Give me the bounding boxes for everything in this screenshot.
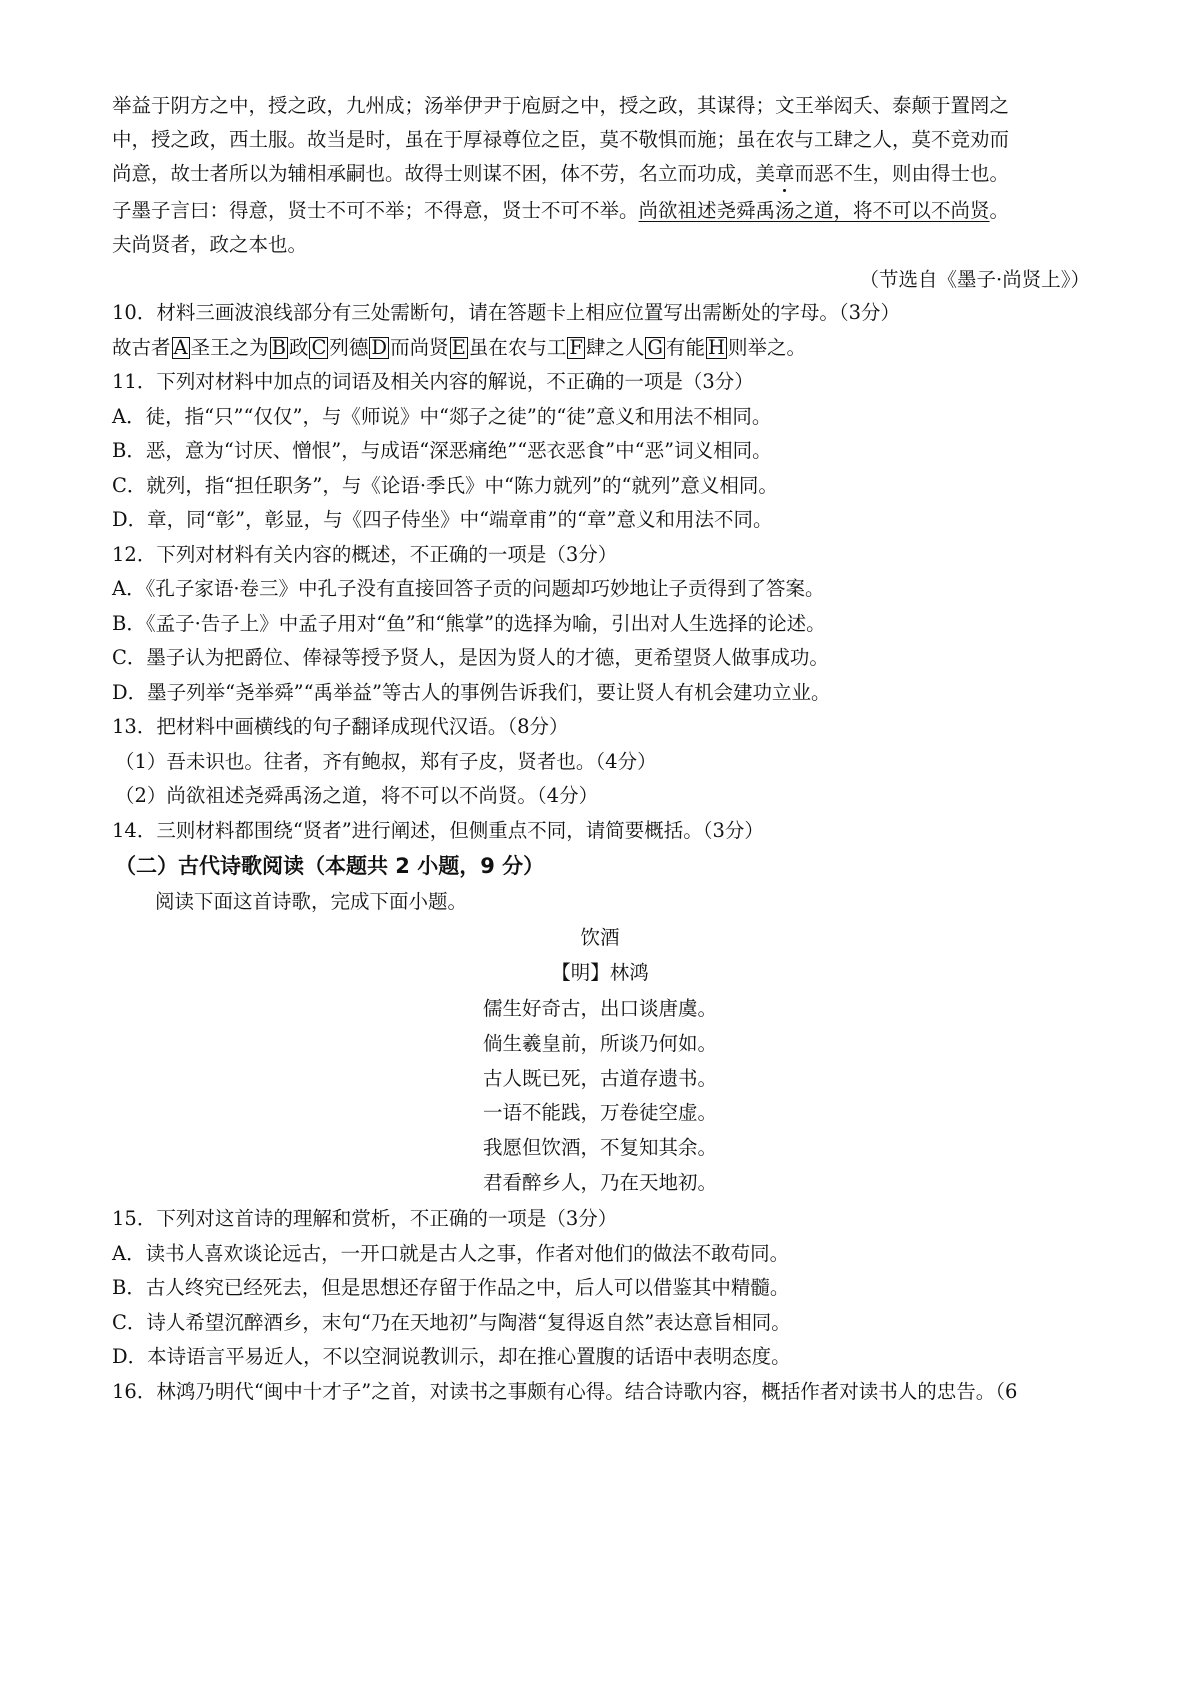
- break-box-c: C: [311, 336, 327, 359]
- dotted-char: 章: [775, 162, 795, 185]
- q10-sentence: 故古者 A 圣王之为 B 政 C 列德 D 而尚贤 E 虽在农与工 F 肆之人 G 有能 H 则举之。: [112, 336, 807, 359]
- poem-title: 饮酒: [580, 928, 620, 949]
- q13-sentence-2: （2）尚欲祖述尧舜禹汤之道，将不可以不尚贤。（4分）: [115, 784, 599, 807]
- q14-stem: 14．三则材料都围绕“贤者”进行阐述，但侧重点不同，请简要概括。（3分）: [112, 819, 764, 842]
- q13-stem: 13．把材料中画横线的句子翻译成现代汉语。（8分）: [112, 715, 569, 738]
- q12-option-a: A．《孔子家语·卷三》中孔子没有直接回答子贡的问题却巧妙地让子贡得到了答案。: [112, 577, 825, 600]
- q11-option-d: D．章，同“彰”，彰显，与《四子侍坐》中“端章甫”的“章”意义和用法不同。: [112, 508, 773, 531]
- section-intro: 阅读下面这首诗歌，完成下面小题。: [155, 890, 468, 913]
- q11-option-c: C．就列，指“担任职务”，与《论语·季氏》中“陈力就列”的“就列”意义相同。: [112, 474, 778, 497]
- break-box-g: G: [647, 336, 663, 359]
- section-heading: （二）古代诗歌阅读（本题共 2 小题，9 分）: [115, 854, 545, 878]
- poem-author: 【明】林鸿: [551, 963, 649, 984]
- poem-line: 古人既已死，古道存遗书。: [482, 1069, 717, 1090]
- q15-option-b: B．古人终究已经死去，但是思想还存留于作品之中，后人可以借鉴其中精髓。: [112, 1276, 790, 1299]
- q12-stem: 12．下列对材料有关内容的概述，不正确的一项是（3分）: [112, 543, 618, 566]
- q10-stem: 10．材料三画波浪线部分有三处需断句，请在答题卡上相应位置写出需断处的字母。（3分）: [112, 301, 900, 324]
- q12-option-c: C．墨子认为把爵位、俸禄等授予贤人，是因为贤人的才德，更希望贤人做事成功。: [112, 646, 829, 669]
- passage-source: （节选自《墨子·尚贤上》）: [859, 268, 1090, 291]
- break-box-f: F: [569, 336, 583, 359]
- passage-line-2: 中，授之政，西土服。故当是时，虽在于厚禄尊位之臣，莫不敬惧而施；虽在农与工肆之人，莫不竞劝而: [112, 128, 1010, 151]
- poem-line: 一语不能践，万卷徒空虚。: [482, 1103, 717, 1124]
- q15-option-d: D．本诗语言平易近人，不以空洞说教训示，却在推心置腹的话语中表明态度。: [112, 1345, 791, 1368]
- break-box-d: D: [371, 336, 388, 359]
- q11-option-b: B．恶，意为“讨厌、憎恨”，与成语“深恶痛绝”“恶衣恶食”中“恶”词义相同。: [112, 439, 772, 462]
- break-box-b: B: [271, 336, 286, 359]
- underlined-sentence: 尚欲祖述尧舜禹汤之道，将不可以不尚贤: [638, 199, 990, 222]
- poem-line: 倘生羲皇前，所谈乃何如。: [482, 1034, 717, 1055]
- q15-option-a: A．读书人喜欢谈论远古，一开口就是古人之事，作者对他们的做法不敢苟同。: [112, 1242, 790, 1265]
- q15-option-c: C．诗人希望沉醉酒乡，末句“乃在天地初”与陶潜“复得返自然”表达意旨相同。: [112, 1311, 791, 1334]
- poem-line: 儒生好奇古，出口谈唐虞。: [482, 999, 717, 1020]
- break-box-e: E: [451, 336, 466, 359]
- break-box-a: A: [173, 336, 188, 359]
- poem-line: 我愿但饮酒，不复知其余。: [482, 1138, 717, 1159]
- q11-option-a: A．徒，指“只”“仅仅”，与《师说》中“郯子之徒”的“徒”意义和用法不相同。: [112, 405, 772, 428]
- passage-line-4: 子墨子言曰：得意，贤士不可不举；不得意，贤士不可不举。尚欲祖述尧舜禹汤之道，将不可以不尚贤。: [112, 199, 1010, 222]
- q12-option-b: B．《孟子·告子上》中孟子用对“鱼”和“熊掌”的选择为喻，引出对人生选择的论述。: [112, 612, 826, 635]
- q15-stem: 15．下列对这首诗的理解和赏析，不正确的一项是（3分）: [112, 1207, 618, 1230]
- passage-line-3: 尚意，故士者所以为辅相承嗣也。故得士则谋不困，体不劳，名立而功成，美章而恶不生，则由得士也。: [112, 162, 1010, 185]
- passage-line-5: 夫尚贤者，政之本也。: [112, 233, 308, 256]
- q16-stem: 16．林鸿乃明代“闽中十才子”之首，对读书之事颇有心得。结合诗歌内容，概括作者对读书人的忠告。（6: [112, 1380, 1018, 1403]
- passage-line-1: 举益于阴方之中，授之政，九州成；汤举伊尹于庖厨之中，授之政，其谋得；文王举闳夭、泰颠于置罔之: [112, 94, 1010, 117]
- q12-option-d: D．墨子列举“尧举舜”“禹举益”等古人的事例告诉我们，要让贤人有机会建功立业。: [112, 681, 831, 704]
- q11-stem: 11．下列对材料中加点的词语及相关内容的解说，不正确的一项是（3分）: [112, 370, 754, 393]
- poem-line: 君看醉乡人，乃在天地初。: [482, 1173, 717, 1194]
- q13-sentence-1: （1）吾未识也。往者，齐有鲍叔，郑有子皮，贤者也。（4分）: [115, 750, 657, 773]
- break-box-h: H: [707, 336, 725, 359]
